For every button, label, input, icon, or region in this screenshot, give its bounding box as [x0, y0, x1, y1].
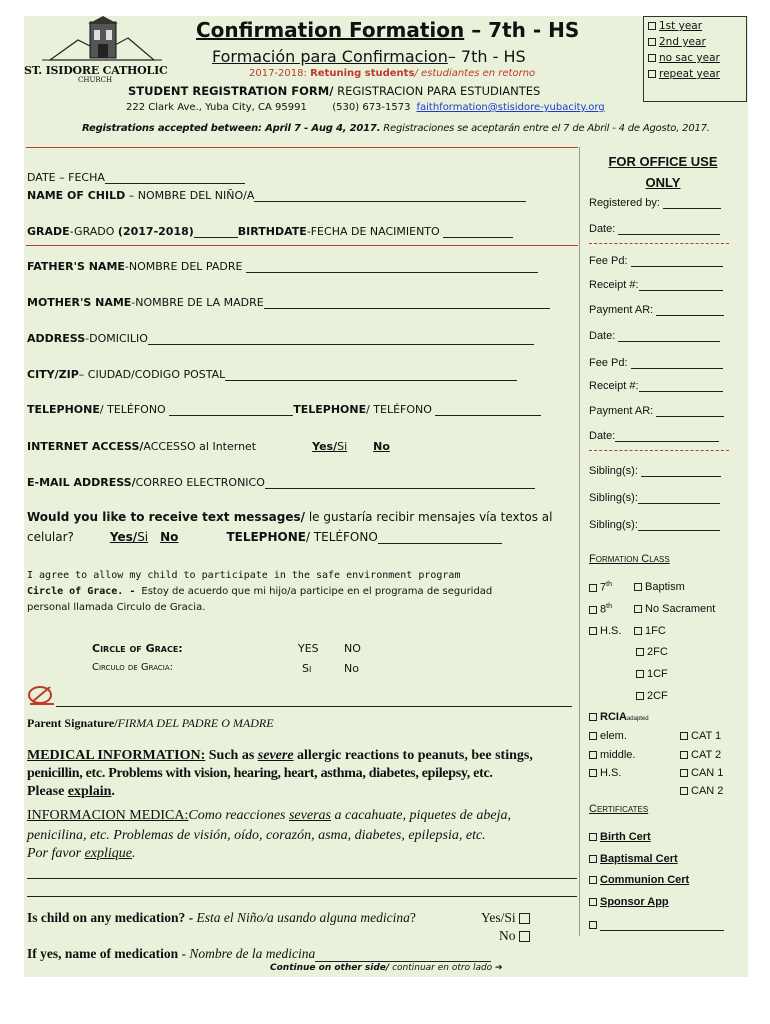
class-can2[interactable]: CAN 2 — [680, 785, 723, 797]
office-divider — [589, 243, 729, 244]
medication-yes[interactable]: Yes/Si — [481, 910, 533, 926]
checkbox-icon[interactable] — [519, 913, 530, 924]
checkbox-icon[interactable] — [589, 855, 597, 863]
cert-birth[interactable]: Birth Cert — [589, 831, 651, 843]
cert-baptismal[interactable]: Baptismal Cert — [589, 853, 678, 865]
class-2fc[interactable]: 2FC — [636, 646, 668, 658]
internet-access-field[interactable]: INTERNET ACCESS/ACCESSO al Internet Yes/Si No — [27, 440, 390, 453]
registration-dates: Registrations accepted between: April 7 - Aug 4, 2017. Registraciones se aceptarán entre el 7 de Abril - 4 de Agosto, 2017. — [82, 123, 710, 134]
office-date-2[interactable]: Date: — [589, 330, 720, 342]
class-1cf[interactable]: 1CF — [636, 668, 668, 680]
logo-sub: CHURCH — [78, 76, 113, 84]
cog-en-label: Circle of Grace: — [92, 642, 183, 655]
agree-line-3: personal llamada Circulo de Gracia. — [27, 602, 206, 613]
medication-no[interactable]: No — [499, 928, 533, 944]
email-link[interactable]: faithformation@stisidore-yubacity.org — [416, 102, 605, 113]
class-hs-2[interactable]: H.S. — [589, 767, 621, 779]
office-sibling-3[interactable]: Sibling(s): — [589, 519, 720, 531]
class-8th[interactable]: 8th — [589, 603, 612, 616]
telephone-field[interactable]: TELEPHONE/ TELÉFONO TELEPHONE/ TELÉFONO — [27, 403, 541, 416]
class-elem[interactable]: elem. — [589, 730, 627, 742]
cog-no-es[interactable]: No — [344, 662, 359, 675]
medica-line-3: Por favor explique. — [27, 846, 136, 861]
checkbox-icon[interactable] — [634, 605, 642, 613]
checkbox-icon[interactable] — [589, 584, 597, 592]
agree-line-2: Circle of Grace. - Estoy de acuerdo que mi hijo/a participe en el programa de seguridad — [27, 586, 493, 597]
medication-question: Is child on any medication? - Esta el Niño/a usando alguna medicina? — [27, 910, 416, 925]
signature-line[interactable] — [56, 706, 572, 707]
checkbox-icon[interactable] — [589, 627, 597, 635]
title-es: Formación para Confirmacion– 7th - HS — [212, 47, 526, 66]
class-hs[interactable]: H.S. — [589, 625, 621, 637]
checkbox-icon[interactable] — [589, 751, 597, 759]
class-baptism[interactable]: Baptism — [634, 581, 685, 593]
child-name-field[interactable]: NAME OF CHILD – NOMBRE DEL NIÑO/A — [27, 189, 526, 202]
father-name-field[interactable]: FATHER'S NAME-NOMBRE DEL PADRE — [27, 260, 538, 273]
class-middle[interactable]: middle. — [589, 749, 635, 761]
cog-yes[interactable]: YES — [298, 642, 319, 655]
city-zip-field[interactable]: CITY/ZIP– CIUDAD/CODIGO POSTAL — [27, 368, 517, 381]
office-date-1[interactable]: Date: — [589, 223, 720, 235]
certificates-heading: Certificates — [589, 803, 649, 815]
office-fee-1[interactable]: Fee Pd: — [589, 255, 723, 267]
office-fee-2[interactable]: Fee Pd: — [589, 357, 723, 369]
year-line: 2017-2018: Retuning students/ estudiantes en retorno — [249, 68, 536, 79]
cog-si[interactable]: Si — [302, 662, 312, 675]
office-use-title: FOR OFFICE USE ONLY — [608, 154, 718, 190]
email-field[interactable]: E-MAIL ADDRESS/CORREO ELECTRONICO — [27, 476, 535, 489]
medication-name-field[interactable]: If yes, name of medication - Nombre de la medicina — [27, 946, 491, 962]
formation-class-heading: Formation Class — [589, 553, 670, 565]
class-no-sacrament[interactable]: No Sacrament — [634, 603, 715, 615]
cog-es-label: Circulo de Gracia: — [92, 662, 174, 673]
office-divider — [589, 450, 729, 451]
checkbox-icon[interactable] — [636, 670, 644, 678]
mother-name-field[interactable]: MOTHER'S NAME-NOMBRE DE LA MADRE — [27, 296, 550, 309]
checkbox-icon[interactable] — [519, 931, 530, 942]
class-1fc[interactable]: 1FC — [634, 625, 666, 637]
address-field[interactable]: ADDRESS-DOMICILIO — [27, 332, 534, 345]
medical-line-1: MEDICAL INFORMATION: Such as severe allergic reactions to peanuts, bee stings, — [27, 748, 533, 763]
office-payment-2[interactable]: Payment AR: — [589, 405, 724, 417]
class-cat1[interactable]: CAT 1 — [680, 730, 721, 742]
cert-sponsor[interactable]: Sponsor App — [589, 896, 669, 908]
checkbox-icon[interactable] — [634, 583, 642, 591]
checkbox-icon[interactable] — [648, 70, 656, 78]
medical-answer-line-2[interactable] — [27, 896, 577, 897]
contact-line: 222 Clark Ave., Yuba City, CA 95991 (530) 673-1573 faithformation@stisidore-yubacity.org — [126, 102, 605, 113]
cert-other[interactable] — [589, 919, 724, 931]
logo-name: ST. ISIDORE CATHOLIC — [24, 64, 168, 77]
checkbox-icon[interactable] — [680, 732, 688, 740]
year-option-3[interactable]: no sac year — [644, 49, 746, 65]
checkbox-icon[interactable] — [636, 648, 644, 656]
class-can1[interactable]: CAN 1 — [680, 767, 723, 779]
office-sibling-1[interactable]: Sibling(s): — [589, 465, 721, 477]
checkbox-icon[interactable] — [589, 713, 597, 721]
checkbox-icon[interactable] — [589, 732, 597, 740]
checkbox-icon[interactable] — [648, 22, 656, 30]
office-payment-1[interactable]: Payment AR: — [589, 304, 724, 316]
checkbox-icon[interactable] — [680, 769, 688, 777]
medica-line-2: penicilina, etc. Problemas de visión, oído, corazón, asma, diabetes, epilepsia, etc. — [27, 828, 486, 843]
grade-birthdate-field[interactable]: GRADE-GRADO (2017-2018) BIRTHDATE-FECHA DE NACIMIENTO — [27, 225, 513, 238]
office-date-3[interactable]: Date: — [589, 430, 719, 442]
registration-title: STUDENT REGISTRATION FORM/ REGISTRACION PARA ESTUDIANTES — [128, 84, 541, 98]
year-option-1[interactable]: 1st year — [644, 17, 746, 33]
cert-communion[interactable]: Communion Cert — [589, 874, 689, 886]
medical-line-3: Please explain. — [27, 784, 115, 799]
class-rcia[interactable]: RCIAadapted — [589, 711, 649, 723]
office-sibling-2[interactable]: Sibling(s): — [589, 492, 720, 504]
signature-pen-icon — [28, 684, 56, 706]
agree-line-1: I agree to allow my child to participate in the safe environment program — [27, 570, 461, 581]
medical-line-2: penicillin, etc. Problems with vision, hearing, heart, asthma, diabetes, epilepsy, etc. — [27, 766, 493, 781]
cog-no[interactable]: NO — [344, 642, 361, 655]
class-cat2[interactable]: CAT 2 — [680, 749, 721, 761]
checkbox-icon[interactable] — [589, 833, 597, 841]
checkbox-icon[interactable] — [589, 606, 597, 614]
checkbox-icon[interactable] — [589, 898, 597, 906]
date-field[interactable]: DATE – FECHA — [27, 171, 245, 184]
class-7th[interactable]: 7th — [589, 581, 612, 594]
checkbox-icon[interactable] — [589, 921, 597, 929]
class-2cf[interactable]: 2CF — [636, 690, 668, 702]
divider — [26, 147, 578, 148]
office-receipt-2[interactable]: Receipt #: — [589, 380, 723, 392]
medica-line-1: INFORMACION MEDICA:Como reacciones severas a cacahuate, piquetes de abeja, — [27, 808, 511, 823]
office-use-panel — [579, 147, 746, 936]
continue-note: Continue on other side/ continuar en otro lado ➔ — [270, 963, 503, 973]
year-options-box — [643, 16, 747, 102]
parent-signature-label: Parent Signature/FIRMA DEL PADRE O MADRE — [27, 716, 274, 730]
office-registered-by[interactable]: Registered by: — [589, 197, 721, 209]
text-messages-answer[interactable]: celular? Yes/Si No TELEPHONE/ TELÉFONO — [27, 530, 502, 544]
divider — [26, 245, 578, 246]
checkbox-icon[interactable] — [636, 692, 644, 700]
checkbox-icon[interactable] — [589, 876, 597, 884]
checkbox-icon[interactable] — [634, 627, 642, 635]
checkbox-icon[interactable] — [589, 769, 597, 777]
office-receipt-1[interactable]: Receipt #: — [589, 279, 723, 291]
checkbox-icon[interactable] — [680, 787, 688, 795]
year-option-2[interactable]: 2nd year — [644, 33, 746, 49]
checkbox-icon[interactable] — [680, 751, 688, 759]
checkbox-icon[interactable] — [648, 54, 656, 62]
year-option-4[interactable]: repeat year — [644, 65, 746, 81]
medical-answer-line-1[interactable] — [27, 878, 577, 879]
checkbox-icon[interactable] — [648, 38, 656, 46]
title-en: Confirmation Formation – 7th - HS — [196, 18, 580, 42]
text-messages-question: Would you like to receive text messages/ le gustaría recibir mensajes vía textos al — [27, 510, 553, 524]
